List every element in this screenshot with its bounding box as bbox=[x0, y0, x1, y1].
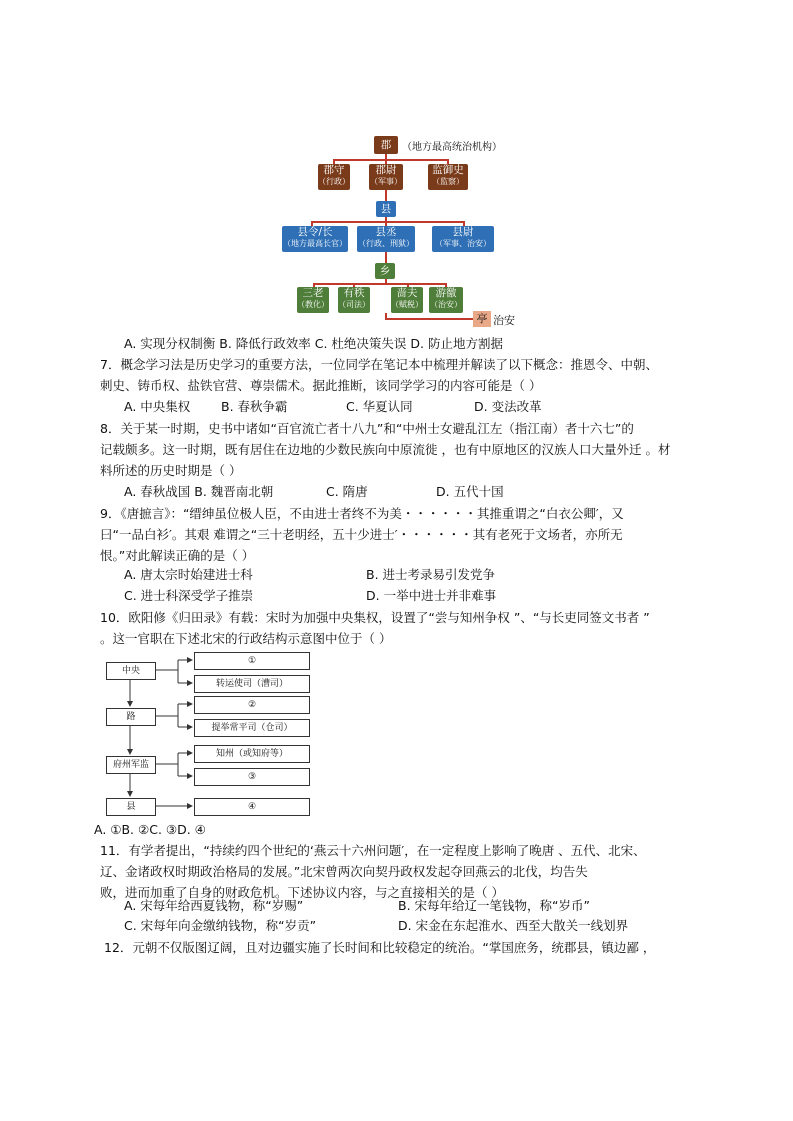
q9-stem-line3: 恨。”对此解读正确的是（ ） bbox=[100, 548, 255, 563]
d2-right-slot: 提举常平司（仓司） bbox=[194, 719, 310, 737]
q10-options: A. ①B. ②C. ③D. ④ bbox=[94, 822, 206, 837]
diagram1-row1-box: 监御史 （监察） bbox=[428, 164, 468, 190]
d2-right-slot: ② bbox=[194, 696, 310, 714]
d2-right-slot: ③ bbox=[194, 768, 310, 786]
diagram1-row1-box: 郡尉 （军事） bbox=[369, 164, 403, 190]
d2-left-county: 县 bbox=[106, 798, 156, 816]
q8-stem-line1: 8．关于某一时期，史书中诸如“百官流亡者十八九”和“中州士女避乱江左（指江南）者十六七”的 bbox=[100, 421, 634, 436]
diagram1-row3-box: 有秩 （司法） bbox=[338, 287, 370, 313]
q7-option-d: D. 变法改革 bbox=[474, 399, 542, 414]
q8-option-d: D. 五代十国 bbox=[436, 484, 504, 499]
q9-stem-line1: 9．《唐摭言》：“缙绅虽位极人臣，不由进士者终不为美・・・・・・其推重谓之“白衣公卿′，又 bbox=[100, 506, 624, 521]
q11-stem-line1: 11．有学者提出，“持续约四个世纪的‘燕云十六州问题′，在一定程度上影响了晚唐 、五代、北宋、 bbox=[100, 843, 646, 858]
q11-option-d: D. 宋金在东起淮水、西至大散关一线划界 bbox=[398, 918, 629, 933]
diagram1-top-box: 郡 bbox=[374, 136, 398, 154]
q8-option-ab: A. 春秋战国 B. 魏晋南北朝 bbox=[124, 484, 274, 499]
diagram1-township-box: 乡 bbox=[375, 263, 395, 279]
q11-stem-line2: 辽、金诸政权时期政治格局的发展。”北宋曾两次向契丹政权发起夺回燕云的北伐，均告失 bbox=[100, 864, 588, 879]
diagram1-pavilion-note: 治安 bbox=[493, 314, 515, 327]
q7-option-c: C. 华夏认同 bbox=[346, 399, 413, 414]
diagram1-row2-box: 县令/长 （地方最高长官） bbox=[282, 226, 348, 252]
q9-option-c: C. 进士科深受学子推崇 bbox=[124, 588, 254, 603]
q12-stem-line1: 12．元朝不仅版图辽阔，且对边疆实施了长时间和比较稳定的统治。“掌国庶务，统郡县，镇边鄙 ， bbox=[104, 940, 656, 955]
diagram1-row2-box: 县尉 （军事、治安） bbox=[432, 226, 494, 252]
q7-stem-line2: 刺史、铸币权、盐铁官营、尊崇儒术。据此推断，该同学学习的内容可能是（ ） bbox=[100, 378, 542, 393]
q9-option-b: B. 进士考录易引发党争 bbox=[366, 567, 496, 582]
diagram1-row3-box: 啬夫 （赋税） bbox=[391, 287, 423, 313]
d2-right-slot: ④ bbox=[194, 798, 310, 816]
d2-left-circuit: 路 bbox=[106, 708, 156, 726]
q10-stem-line2: 。这一官职在下述北宋的行政结构示意图中位于（ ） bbox=[100, 631, 392, 646]
q7-stem-line1: 7．概念学习法是历史学习的重要方法，一位同学在笔记本中梳理并解读了以下概念：推恩令、中朝、 bbox=[100, 357, 658, 372]
q11-stem-line3: 败，进而加重了自身的财政危机。下述协议内容，与之直接相关的是（ ） bbox=[100, 885, 504, 900]
q9-option-d: D. 一举中进士并非难事 bbox=[366, 588, 497, 603]
q10-stem-line1: 10．欧阳修《归田录》有载：宋时为加强中央集权，设置了“尝与知州争权 ”、“与长吏同签文书者 ” bbox=[100, 610, 650, 625]
q8-stem-line3: 料所述的历史时期是（ ） bbox=[100, 463, 242, 478]
q11-option-a: A. 宋每年给西夏钱物，称“岁赐” bbox=[124, 898, 304, 913]
d2-left-prefecture: 府州军监 bbox=[106, 756, 156, 774]
diagram1-row3-box: 三老 （教化） bbox=[297, 287, 329, 313]
d2-left-central: 中央 bbox=[106, 662, 156, 680]
d2-right-slot: 知州（或知府等） bbox=[194, 745, 310, 763]
q11-option-b: B. 宋每年给辽一笔钱物，称“岁币” bbox=[398, 898, 590, 913]
q6-options: A. 实现分权制衡 B. 降低行政效率 C. 杜绝决策失误 D. 防止地方割据 bbox=[124, 336, 503, 351]
d2-right-slot: 转运使司（漕司） bbox=[194, 675, 310, 693]
q11-option-c: C. 宋每年向金缴纳钱物，称“岁贡” bbox=[124, 918, 317, 933]
diagram1-row3-box: 游徼 （治安） bbox=[429, 287, 463, 313]
q8-stem-line2: 记载颇多。这一时期，既有居住在边地的少数民族向中原流徙 ，也有中原地区的汉族人口大量外迁 。材 bbox=[100, 442, 671, 457]
diagram1-top-note: （地方最高统治机构） bbox=[402, 142, 502, 153]
q7-option-b: B. 春秋争霸 bbox=[221, 399, 288, 414]
diagram1-row1-box: 郡守 （行政） bbox=[318, 164, 350, 190]
diagram1-pavilion-box: 亭 bbox=[473, 311, 491, 327]
diagram1-row2-box: 县丞 （行政、刑狱） bbox=[357, 226, 415, 252]
q9-option-a: A. 唐太宗时始建进士科 bbox=[124, 567, 253, 582]
d2-right-slot: ① bbox=[194, 652, 310, 670]
q8-option-c: C. 隋唐 bbox=[326, 484, 368, 499]
q7-option-a: A. 中央集权 bbox=[124, 399, 191, 414]
diagram1-county-box: 县 bbox=[376, 201, 396, 217]
q9-stem-line2: 曰“一品白衫′。其艰 难谓之“三十老明经，五十少进士′・・・・・・其有老死于文场者，亦所无 bbox=[100, 527, 623, 542]
